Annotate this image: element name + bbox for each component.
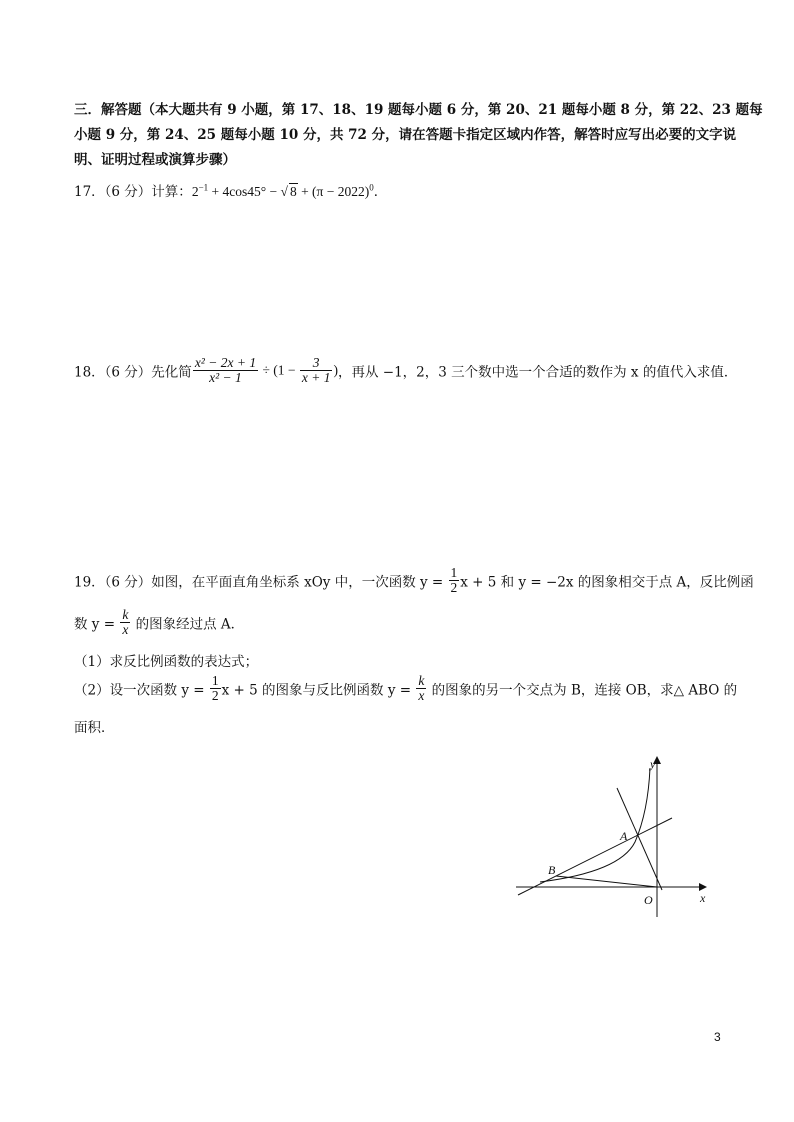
- q19-text-2a: 数 y =: [74, 616, 120, 633]
- q17-end: ．: [373, 184, 388, 200]
- q17-sqrt-arg: 8: [289, 184, 297, 199]
- point-a-label: A: [620, 829, 628, 843]
- q19-part-1: （1）求反比例函数的表达式；: [74, 654, 259, 670]
- q19-part2-half-fraction: [210, 674, 221, 703]
- question-17: [74, 180, 387, 200]
- question-19-part-2: [74, 674, 737, 703]
- q19-part2-half-denominator: 2: [211, 688, 219, 704]
- line-y-half-x-plus-5: [518, 818, 672, 895]
- section-header-line-3: 明、证明过程或演算步骤）: [74, 152, 236, 168]
- section-header-line-1: 三．解答题（本大题共有 9 小题，第 17、18、19 题每小题 6 分，第 20、21 题每小题 8 分，第 22、23 题每: [74, 102, 763, 118]
- q19-part2-k-numerator: k: [418, 673, 425, 688]
- q19-k-denominator: x: [122, 622, 129, 638]
- q18-fraction-2: [300, 356, 333, 385]
- q17-exp-a: −1: [198, 182, 209, 193]
- q19-part2-k-fraction: [416, 674, 426, 703]
- section-header-line-2: 小题 9 分，第 24、25 题每小题 10 分，共 72 分，请在答题卡指定区域内作答，解答时应写出必要的文字说: [74, 127, 737, 143]
- q18-operator: ÷ (1 −: [259, 362, 299, 378]
- q17-sqrt-sign: √: [280, 184, 288, 199]
- y-axis-label: y: [650, 757, 656, 771]
- q19-half-denominator: 2: [450, 580, 458, 596]
- q19-part2-half-numerator: 1: [211, 673, 219, 688]
- q18-fraction-1: [193, 356, 258, 385]
- q19-part2-k-denominator: x: [418, 688, 425, 704]
- q19-k-numerator: k: [122, 607, 129, 622]
- q18-frac1-denominator: x² − 1: [209, 370, 242, 386]
- q18-prefix: 18．（6 分）先化简: [74, 364, 192, 381]
- q19-half-numerator: 1: [450, 565, 458, 580]
- page-number: 3: [714, 1030, 721, 1044]
- origin-label: O: [644, 893, 653, 907]
- q17-prefix: 17．（6 分）计算：: [74, 184, 192, 200]
- q17-term-a: 2: [191, 184, 199, 199]
- q17-term-b: + 4cos45° −: [208, 184, 281, 199]
- q18-close-paren: ): [333, 362, 338, 378]
- q18-frac2-denominator: x + 1: [301, 370, 331, 386]
- q19-text-1b: x + 5 和 y = −2x 的图象相交于点 A，反比例函: [460, 574, 754, 591]
- q19-k-fraction: [120, 608, 130, 637]
- q19-half-fraction: [449, 566, 460, 595]
- q17-term-c: + (π − 2022): [297, 184, 370, 199]
- segment-ob: [556, 876, 657, 887]
- question-19-line-2: [74, 608, 244, 637]
- q19-text-2b: 的图象经过点 A．: [131, 616, 245, 633]
- question-19-line-1: [74, 566, 754, 595]
- question-18: [74, 356, 737, 385]
- q19-part2-text-a: （2）设一次函数 y =: [74, 682, 209, 699]
- q19-text-1a: 19．（6 分）如图，在平面直角坐标系 xOy 中，一次函数 y =: [74, 574, 448, 591]
- point-b-label: B: [548, 863, 556, 877]
- q18-frac1-numerator: x² − 2x + 1: [194, 355, 257, 370]
- q18-suffix: ，再从 −1，2，3 三个数中选一个合适的数作为 x 的值代入求值．: [337, 364, 738, 381]
- x-axis-label: x: [700, 891, 706, 905]
- q19-part2-text-c: 的图象的另一个交点为 B，连接 OB，求△ ABO 的: [427, 682, 738, 699]
- q18-frac2-numerator: 3: [300, 356, 333, 371]
- q19-part2-text-b: x + 5 的图象与反比例函数 y =: [221, 682, 416, 699]
- coordinate-graph: [500, 752, 720, 922]
- q17-exp-c: 0: [369, 182, 374, 193]
- q19-part-2-end: 面积．: [74, 720, 115, 736]
